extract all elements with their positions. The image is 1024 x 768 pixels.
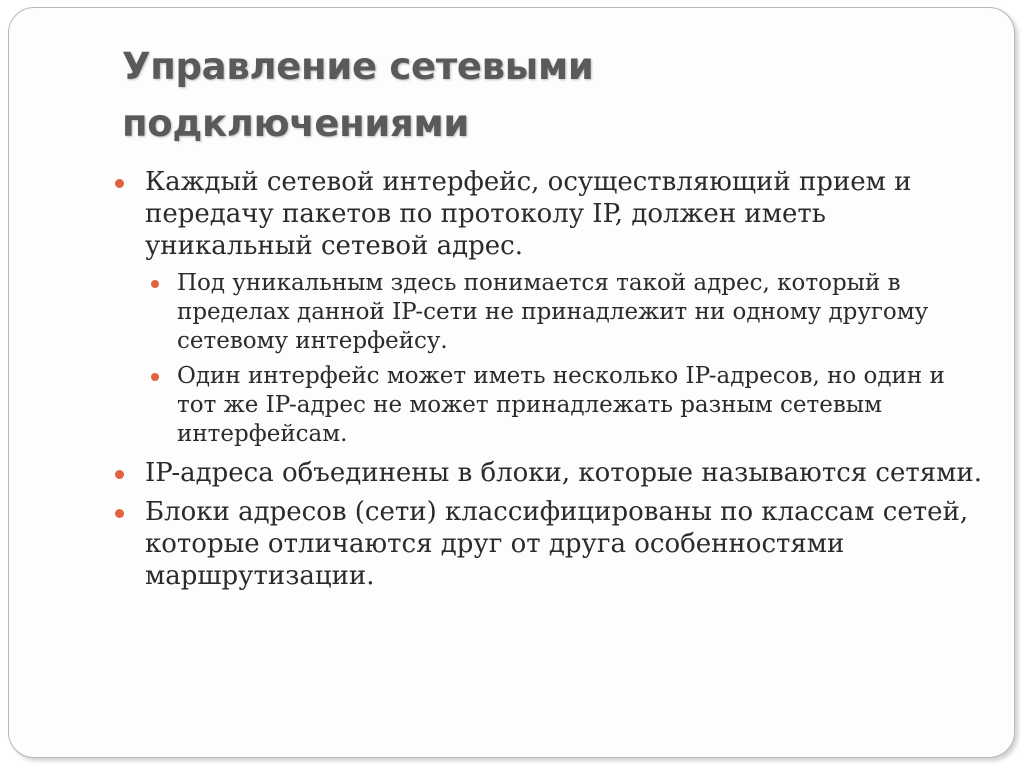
bullet-dot-icon [115, 509, 124, 518]
bullet-item [113, 457, 983, 489]
bullet-item [113, 496, 983, 592]
sub-bullet-list [113, 269, 983, 449]
slide-content [113, 166, 983, 599]
slide-title [122, 38, 942, 152]
sub-bullet-text: Один интерфейс может иметь несколько IP-адресов, но один и тот же IP-адрес не может принадлежать разным сетевым интерфейсам. [177, 363, 945, 447]
bullet-text: IP-адреса объединены в блоки, которые называются сетями. [145, 458, 982, 488]
bullet-dot-icon [115, 179, 124, 188]
sub-bullet-dot-icon [151, 373, 159, 381]
slide-title-line-1: Управление сетевыми [122, 45, 594, 88]
sub-bullet-dot-icon [151, 280, 159, 288]
bullet-item [113, 166, 983, 262]
slide-title-line-2: подключениями [122, 102, 470, 145]
sub-bullet-text: Под уникальным здесь понимается такой адрес, который в пределах данной IP-сети не принадлежит ни одному другому сетевому интерфейсу. [177, 270, 929, 354]
bullet-text: Блоки адресов (сети) классифицированы по классам сетей, которые отличаются друг от друга особенностями маршрутизации. [145, 497, 969, 591]
bullet-text: Каждый сетевой интерфейс, осуществляющий прием и передачу пакетов по протоколу IP, должен иметь уникальный сетевой адрес. [145, 167, 912, 261]
sub-bullet-item [145, 362, 983, 449]
bullet-dot-icon [115, 470, 124, 479]
sub-bullet-item [145, 269, 983, 356]
